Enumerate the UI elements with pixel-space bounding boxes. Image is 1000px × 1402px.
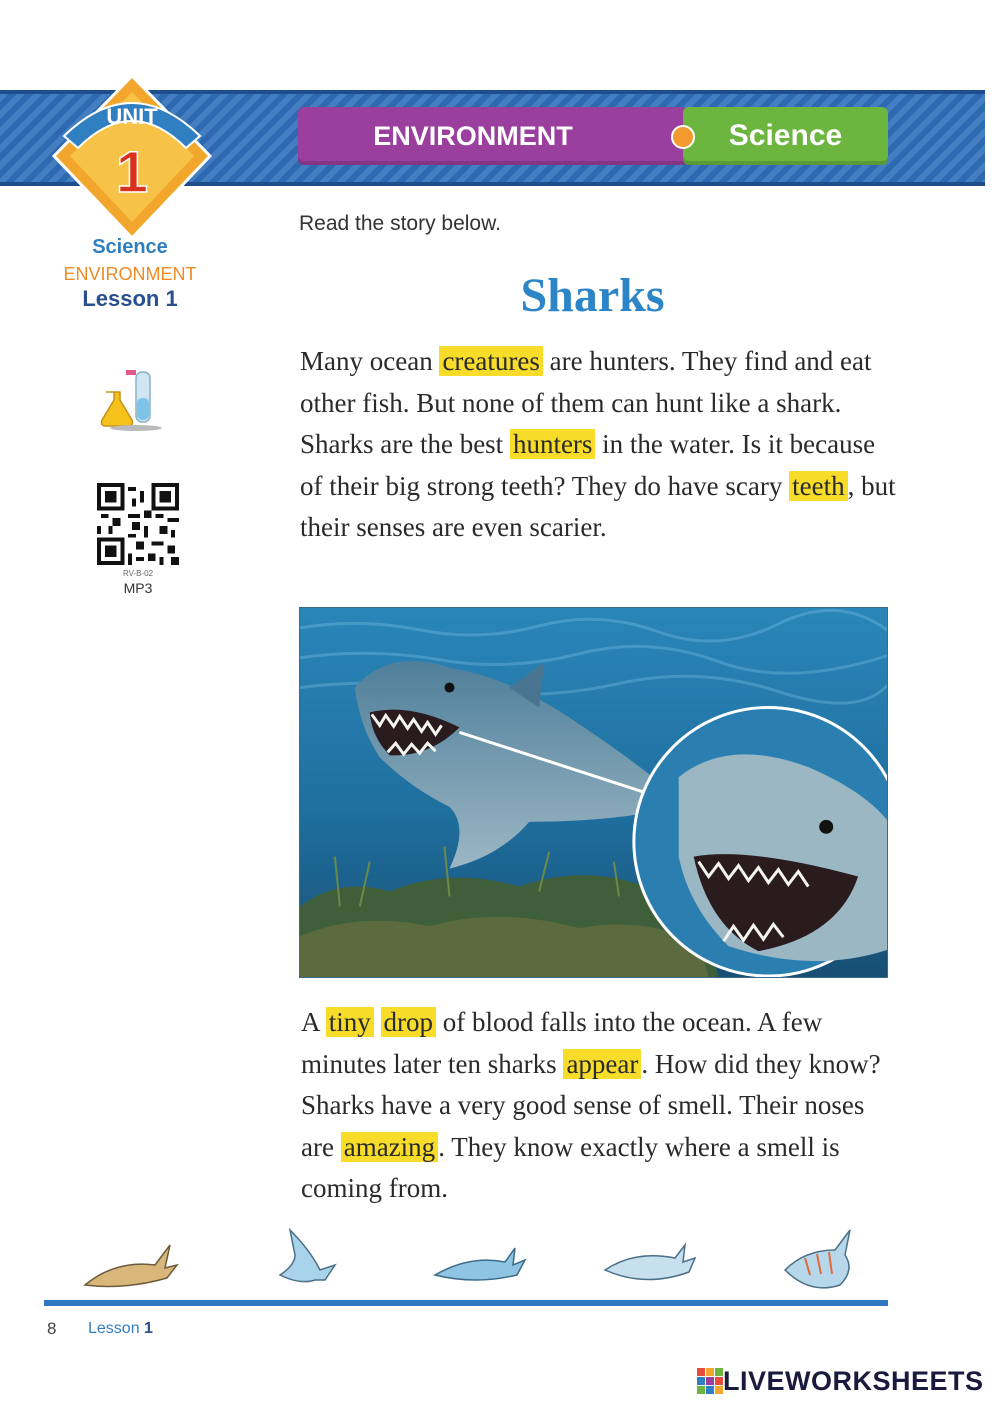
footer-lesson-word: Lesson: [88, 1320, 140, 1337]
audio-label: MP3: [123, 580, 153, 596]
page-number: 8: [47, 1319, 57, 1338]
paragraph-text: of blood falls into the ocean. A few minutes later ten sharks: [301, 1007, 823, 1079]
unit-number: 1: [115, 140, 149, 205]
story-paragraph-2: [301, 1002, 901, 1210]
paragraph-text: in the water. Is it because of their big strong teeth? They do have scary: [300, 429, 876, 501]
sidebar-subject: Science: [92, 236, 168, 258]
highlighted-word: appear: [563, 1049, 641, 1079]
paragraph-text: are hunters. They find and eat other fish. But none of them can hunt like a shark. Sharks are the best: [300, 346, 872, 459]
story-title: Sharks: [520, 269, 665, 322]
flask-icon: [96, 362, 166, 432]
shark-drawing-4-icon: [605, 1245, 695, 1280]
paragraph-text: [374, 1007, 381, 1037]
shark-photo: [299, 607, 888, 978]
highlighted-word: teeth: [789, 471, 847, 501]
shark-drawing-5-icon: [785, 1230, 850, 1288]
separator-dot-icon: [671, 125, 695, 149]
paragraph-text: A: [301, 1007, 326, 1037]
story-paragraph-1: [300, 341, 900, 549]
liveworksheets-text: LIVEWORKSHEETS: [723, 1365, 984, 1396]
sidebar-theme: ENVIRONMENT: [63, 264, 197, 284]
unit-label: UNIT: [106, 104, 158, 129]
sidebar-lesson: Lesson 1: [82, 286, 178, 311]
liveworksheets-logo: [697, 1366, 984, 1396]
highlighted-word: hunters: [510, 429, 595, 459]
highlighted-word: drop: [381, 1007, 437, 1037]
paragraph-text: , but their senses are even scarier.: [300, 470, 896, 542]
instruction-text: Read the story below.: [299, 212, 501, 235]
footer-lesson: [88, 1320, 153, 1338]
paragraph-text: Many ocean: [300, 346, 440, 376]
paragraph-text: . They know exactly where a smell is coming from.: [301, 1131, 840, 1203]
unit-badge: [50, 72, 214, 242]
liveworksheets-icon: [697, 1368, 723, 1394]
qr-code-id: RV-B-02: [122, 569, 154, 578]
footer-lesson-number: 1: [144, 1320, 153, 1337]
science-tab: Science: [683, 107, 888, 165]
shark-drawing-3-icon: [435, 1248, 525, 1280]
footer-rule: [44, 1300, 888, 1306]
highlighted-word: creatures: [439, 346, 542, 376]
shark-drawing-1-icon: [85, 1245, 177, 1286]
highlighted-word: amazing: [341, 1132, 438, 1162]
shark-drawings: [80, 1225, 880, 1295]
qr-code-icon[interactable]: [97, 483, 179, 565]
shark-drawing-2-icon: [280, 1230, 335, 1282]
paragraph-text: . How did they know? Sharks have a very good sense of smell. Their noses are: [301, 1048, 881, 1162]
environment-tab: ENVIRONMENT: [298, 107, 688, 165]
highlighted-word: tiny: [326, 1007, 374, 1037]
